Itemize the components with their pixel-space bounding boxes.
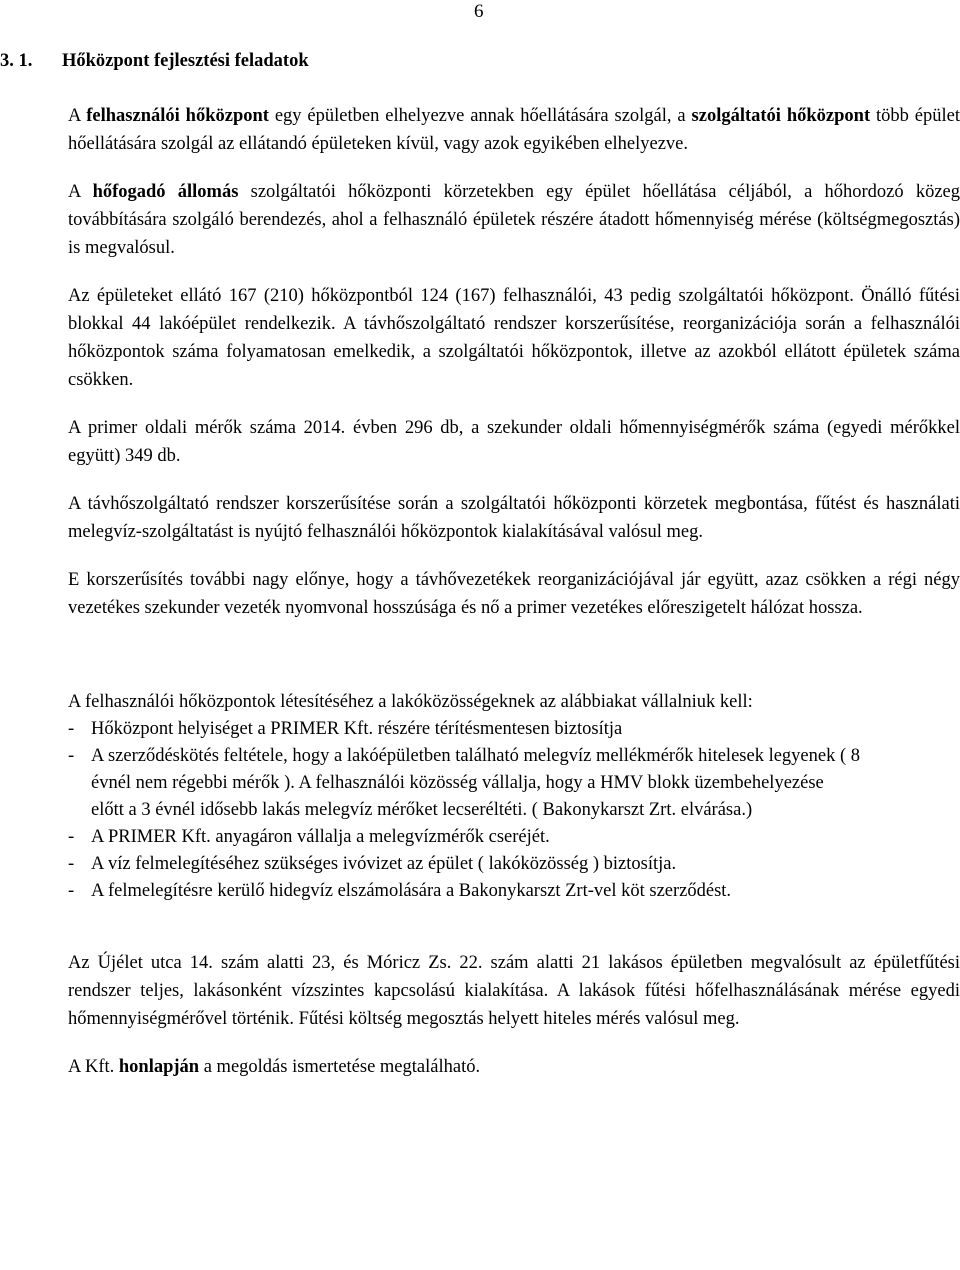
website-link[interactable]: honlapján bbox=[118, 1057, 200, 1077]
requirements-list bbox=[68, 716, 960, 905]
list-item-text: A szerződéskötés feltétele, hogy a lakóépületben található melegvíz mellékmérők hitelesek legyenek ( 8 évnél nem régebbi mérők ). A felhasználói közösség vállalja, hogy a HMV blokk üzembehelyezése előtt a 3 évnél idősebb lakás melegvíz mérőket lecseréltéti. ( Bakonykarszt Zrt. elvárása.) bbox=[91, 746, 860, 820]
bold-term-szolgaltatoi-hokozpont: szolgáltatói hőközpont bbox=[691, 106, 871, 126]
list-dash: - bbox=[68, 827, 75, 847]
bold-term-felhasznaloi-hokozpont: felhasználói hőközpont bbox=[86, 106, 269, 126]
list-item-text: Hőközpont helyiséget a PRIMER Kft. részére térítésmentesen biztosítja bbox=[91, 719, 623, 739]
list-dash: - bbox=[68, 719, 75, 739]
paragraph-requirements-intro: A felhasználói hőközpontok létesítéséhez a lakóközösségeknek az alábbiakat vállalniuk kell: bbox=[68, 692, 753, 712]
text-run: A bbox=[68, 182, 93, 202]
text-run: szolgáltatói hőközponti körzetekben egy épület hőellátása céljából, a hőhordozó közeg továbbítására szolgáló berendezés, ahol a felhasználó épületek részére átadott hőmennyiség mérése (költségmegosztás) is megvalósul. bbox=[68, 182, 960, 258]
document-body bbox=[68, 102, 960, 1081]
paragraph-meter-counts: A primer oldali mérők száma 2014. évben 296 db, a szekunder oldali hőmennyiségmérők száma (egyedi mérőkkel együtt) 349 db. bbox=[68, 418, 960, 466]
text-run: több épület hőellátására szolgál az ellátandó épületeken kívül, vagy azok egyikében elhelyezve. bbox=[68, 106, 960, 154]
text-run: egy épületben elhelyezve annak hőellátására szolgál, a bbox=[268, 106, 692, 126]
paragraph-hokozpont-counts: Az épületeket ellátó 167 (210) hőközpontból 124 (167) felhasználói, 43 pedig szolgáltatói hőközpont. Önálló fűtési blokkal 44 lakóépület rendelkezik. A távhőszolgáltató rendszer korszerűsítése, reorganizációja során a felhasználói hőközpontok száma folyamatosan emelkedik, a szolgáltatói hőközpontok, illetve az azokból ellátott épületek száma csökken. bbox=[68, 286, 960, 390]
paragraph-hokozpont-definitions bbox=[68, 102, 960, 158]
list-dash: - bbox=[68, 881, 75, 901]
list-item-text: A felmelegítésre kerülő hidegvíz elszámolására a Bakonykarszt Zrt-vel köt szerződést. bbox=[91, 881, 732, 901]
paragraph-ujelet-moricz: Az Újélet utca 14. szám alatti 23, és Móricz Zs. 22. szám alatti 21 lakásos épületben megvalósult az épületfűtési rendszer teljes, lakásonként vízszintes kapcsolású kialakítása. A lakások fűtési hőfelhasználásának mérése egyedi hőmennyiségmérővel történik. Fűtési költség megosztás helyett hiteles mérés valósul meg. bbox=[68, 953, 960, 1029]
bold-term-hofogado-allomas: hőfogadó állomás bbox=[92, 182, 239, 202]
section-heading bbox=[0, 49, 309, 73]
list-item bbox=[68, 878, 960, 905]
list-item bbox=[68, 824, 960, 851]
paragraph-advantages: E korszerűsítés további nagy előnye, hogy a távhővezetékek reorganizációjával jár együtt, azaz csökken a régi négy vezetékes szekunder vezeték nyomvonal hosszúsága és nő a primer vezetékes előreszigetelt hálózat hossza. bbox=[68, 570, 960, 618]
list-dash: - bbox=[68, 746, 75, 766]
text-run: A Kft. bbox=[68, 1057, 119, 1077]
text-run: a megoldás ismertetése megtalálható. bbox=[199, 1057, 481, 1077]
list-item bbox=[68, 851, 960, 878]
paragraph-website bbox=[68, 1053, 960, 1081]
list-item-text: A PRIMER Kft. anyagáron vállalja a melegvízmérők cseréjét. bbox=[91, 827, 550, 847]
list-item-text: A víz felmelegítéséhez szükséges ivóvizet az épület ( lakóközösség ) biztosítja. bbox=[91, 854, 677, 874]
text-run: A bbox=[68, 106, 87, 126]
page-number: 6 bbox=[474, 1, 484, 22]
paragraph-modernization: A távhőszolgáltató rendszer korszerűsítése során a szolgáltatói hőközponti körzetek megbontása, fűtést és használati melegvíz-szolgáltatást is nyújtó felhasználói hőközpontok kialakításával valósul meg. bbox=[68, 494, 960, 542]
list-dash: - bbox=[68, 854, 75, 874]
paragraph-hofogado-allomas bbox=[68, 178, 960, 262]
section-number: 3. 1. bbox=[0, 51, 33, 71]
list-item bbox=[68, 743, 960, 824]
list-item bbox=[68, 716, 960, 743]
section-title: Hőközpont fejlesztési feladatok bbox=[62, 51, 309, 71]
